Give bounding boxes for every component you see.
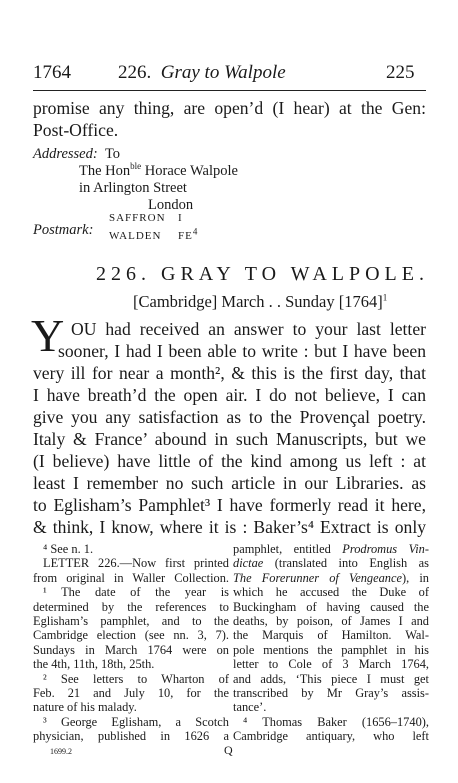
continuation-line-2: Post-Office. [33,120,119,140]
header-year: 1764 [33,62,71,83]
footnote-line: ⁴ See n. 1. [43,542,94,556]
address-block-1 [33,146,120,163]
header-letter-title: Gray to Walpole [160,62,286,83]
signature-mark: Q [224,743,233,757]
footnote-line: Buckingham of having caused the [233,599,429,614]
postmark-stamp-line-2: WALDEN [109,230,162,242]
footnote-line: Cambridge election (see nn. 3, 7). [33,628,229,643]
footnote-line: ⁴ Thomas Baker (1656–1740), [243,714,429,729]
header-page-number: 225 [386,62,415,83]
footnote-line: tance’. [233,700,267,715]
footnote-line: ² See letters to Wharton of [43,671,229,686]
postmark-stamp-1b: I [178,212,183,224]
letter-line-6: Italy & France’ abound in such Manuscripts, but we [33,429,426,449]
drop-cap: Y [31,310,65,361]
address-to: To [104,146,121,162]
continuation-line-1: promise any thing, are open’d (I hear) at the Gen: [33,98,426,118]
footnote-line: dictae (translated into English as [233,556,429,571]
header-letter-number: 226. [118,62,152,83]
letter-line-1: OU had received an answer to your last letter [71,319,426,339]
address-name: Horace Walpole [141,163,238,179]
address-line-3: London [148,197,194,213]
letter-heading: 226. GRAY TO WALPOLE. [96,263,429,285]
footnote-line: and adds, ‘This piece I must get [233,671,429,686]
footnote-line: transcribed by Mr Gray’s assis- [233,686,429,701]
footnote-line: ¹ The date of the year is [43,585,229,600]
footnote-line: which he accused the Duke of [233,585,429,600]
footnote-line: Cambridge antiquary, who left [233,729,429,744]
footnote-line: pamphlet, entitled Prodromus Vin- [233,542,429,556]
printer-signature: 1699.2 [50,747,72,756]
footnote-line: nature of his malady. [33,700,137,715]
letter-line-10: & think, I know, where it is : Baker’s⁴ Extract is only [33,517,426,537]
letter-line-5: give you any satisfaction as to the Provençal poetry. [33,407,426,427]
footnote-line: The Forerunner of Vengeance), in [233,570,429,585]
postmark-label-text: Postmark: [33,222,94,238]
letter-line-8: least I remember no such article in our Libraries. as [33,473,426,493]
postmark-month: FE [178,230,193,242]
address-line-1 [79,163,238,180]
letter-line-9: to Eglisham’s Pamphlet³ I have formerly read it here, [33,495,426,515]
letter-dateline [133,292,387,312]
postmark-label [33,222,93,239]
header-title [118,62,286,84]
footnote-line: pole mentions the pamphlet in his [233,642,429,657]
address-label: Addressed: [33,146,98,162]
footnotes-right [233,542,429,744]
address-line-2: in Arlington Street [79,180,187,196]
letter-line-3: very ill for near a month², & this is the first day, that [33,363,426,383]
letter-line-7: (I believe) have little of the kind among us left : at [33,451,426,471]
footnote-line: the Marquis of Hamilton. Wal- [233,628,429,643]
footnote-line: the 4th, 11th, 18th, 25th. [33,657,155,672]
footnote-line: Eglisham’s pamphlet, and to the [33,614,229,629]
footnote-line: physician, published in 1626 a [33,729,229,744]
footnote-line: Feb. 21 and July 10, for the [33,686,229,701]
dateline-note-ref: 1 [382,292,388,303]
postmark-stamp-line-1: SAFFRON [109,212,166,224]
address-hon: The Hon [79,163,131,179]
footnote-line: from original in Waller Collection. [33,570,229,585]
footnotes-left [33,542,229,744]
address-hon-sup: ble [130,161,142,172]
footnote-line: deaths, by poison, of James I and [233,614,429,629]
footnote-line: ³ George Eglisham, a Scotch [43,714,229,729]
footnote-line: LETTER 226.—Now first printed [43,556,229,571]
letter-line-2: sooner, I had I been able to write : but I have been [58,341,426,361]
footnote-line: letter to Cole of 3 March 1764, [233,657,429,672]
footnote-line: determined by the references to [33,599,229,614]
letter-line-4: I have breath’d the open air. I do not believe, I can [33,385,426,405]
dateline-text: [Cambridge] March . . Sunday [1764] [133,292,383,311]
header-rule [33,90,426,91]
postmark-stamp-2b [178,226,199,242]
footnote-line: Sundays in March 1764 were on [33,642,229,657]
postmark-day: 4 [192,226,199,237]
